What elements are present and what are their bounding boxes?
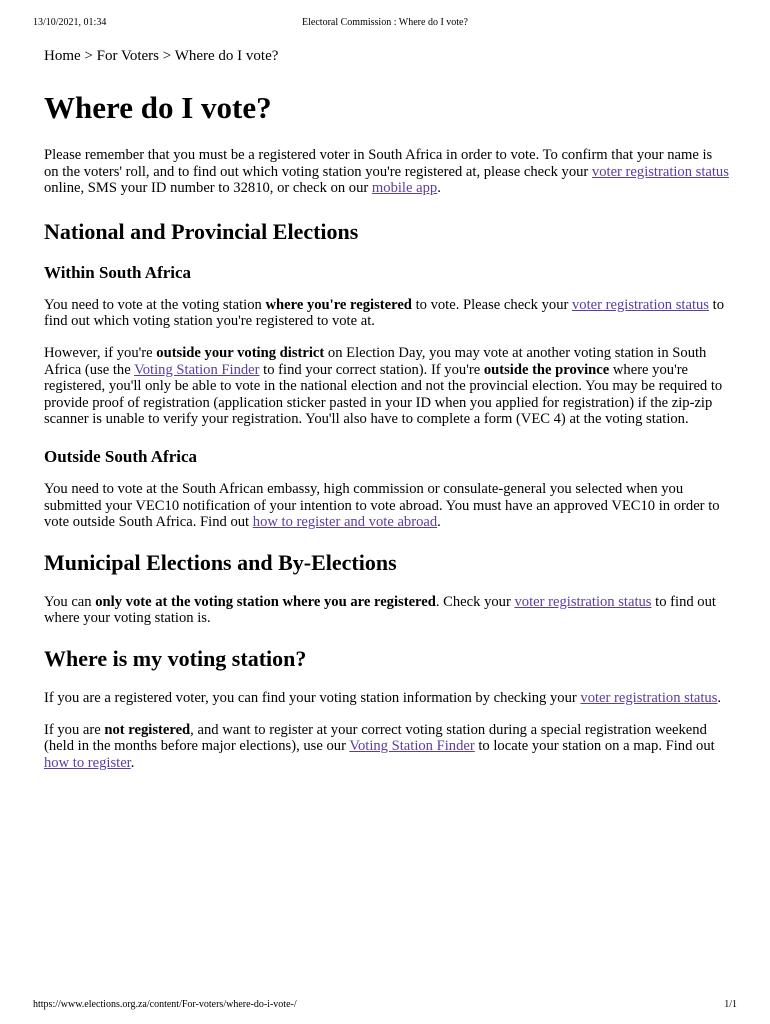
intro-text: . bbox=[437, 180, 441, 197]
voter-registration-status-link[interactable]: voter registration status bbox=[580, 689, 718, 706]
print-page-title: Electoral Commission : Where do I vote? bbox=[302, 17, 468, 28]
bold-text: only vote at the voting station where you are registered bbox=[95, 593, 436, 610]
outside-paragraph bbox=[44, 481, 730, 531]
body-text: You can bbox=[44, 593, 96, 610]
national-elections-heading: National and Provincial Elections bbox=[44, 218, 359, 244]
register-vote-abroad-link[interactable]: how to register and vote abroad bbox=[252, 514, 438, 531]
outside-south-africa-heading: Outside South Africa bbox=[44, 446, 198, 466]
where-voting-station-heading: Where is my voting station? bbox=[44, 645, 307, 671]
breadcrumb-separator: > bbox=[159, 48, 175, 64]
body-text: to locate your station on a map. Find out bbox=[474, 738, 715, 755]
body-text: You need to vote at the voting station bbox=[44, 296, 266, 313]
print-date: 13/10/2021, 01:34 bbox=[33, 17, 107, 28]
intro-text: online, SMS your ID number to 32810, or check on our bbox=[44, 180, 372, 197]
municipal-paragraph bbox=[44, 594, 730, 627]
breadcrumb-home[interactable]: Home bbox=[44, 48, 81, 64]
print-page-count: 1/1 bbox=[724, 999, 737, 1010]
body-text: , and want to register at your correct voting station during a special registration weekend (held in the months before major elections), use our bbox=[44, 721, 707, 755]
within-paragraph-1 bbox=[44, 297, 730, 330]
breadcrumb-for-voters[interactable]: For Voters bbox=[96, 48, 160, 64]
within-paragraph-2 bbox=[44, 345, 730, 428]
bold-text: where you're registered bbox=[265, 296, 412, 313]
where-station-paragraph-2 bbox=[44, 722, 730, 772]
breadcrumb-separator: > bbox=[80, 48, 97, 64]
body-text: . Check your bbox=[435, 593, 515, 610]
bold-text: not registered bbox=[104, 721, 191, 738]
body-text: However, if you're bbox=[44, 344, 157, 361]
intro-text: Please remember that you must be a registered voter in South Africa in order to vote. To confirm that your name is on the voters' roll, and to find out which voting station you're registered at, please check your bbox=[44, 147, 713, 180]
body-text: to find out where your voting station is. bbox=[44, 593, 716, 627]
municipal-elections-heading: Municipal Elections and By-Elections bbox=[44, 549, 397, 575]
how-to-register-link[interactable]: how to register bbox=[44, 754, 131, 771]
body-text: where you're registered, you'll only be able to vote in the national election and not the provincial election. You may be required to provide proof of registration (application sticker pasted in your ID when you applied for registration) if the zip-zip scanner is unable to verify your registration. You'll also have to complete a form (VEC 4) at the voting station. bbox=[44, 361, 723, 428]
print-url: https://www.elections.org.za/content/For-voters/where-do-i-vote-/ bbox=[33, 999, 297, 1010]
main-content bbox=[44, 46, 730, 771]
print-footer bbox=[33, 998, 737, 1012]
mobile-app-link[interactable]: mobile app bbox=[371, 180, 438, 197]
body-text: to find your correct station). If you're bbox=[259, 361, 484, 378]
voting-station-finder-link[interactable]: Voting Station Finder bbox=[349, 738, 475, 755]
page-title: Where do I vote? bbox=[44, 90, 272, 125]
body-text: If you are a registered voter, you can find your voting station information by checking your bbox=[44, 689, 581, 706]
within-south-africa-heading: Within South Africa bbox=[44, 262, 192, 282]
voter-registration-status-link[interactable]: voter registration status bbox=[514, 593, 652, 610]
body-text: . bbox=[437, 514, 441, 531]
voter-registration-status-link[interactable]: voter registration status bbox=[572, 296, 709, 313]
body-text: on Election Day, you may vote at another voting station in South Africa (use the bbox=[44, 344, 707, 378]
body-text: You need to vote at the South African embassy, high commission or consulate-general you selected when you submitted your VEC10 notification of your intention to vote abroad. You must have an approved VEC10 in order to vote outside South Africa. Find out bbox=[44, 480, 720, 531]
body-text: to find out which voting station you're registered to vote at. bbox=[44, 296, 724, 330]
voter-registration-status-link[interactable]: voter registration status bbox=[591, 163, 729, 180]
intro-paragraph bbox=[44, 147, 730, 197]
bold-text: outside the province bbox=[483, 361, 610, 378]
breadcrumb-current: Where do I vote? bbox=[174, 48, 279, 64]
body-text: . bbox=[130, 754, 135, 771]
print-header bbox=[33, 16, 737, 30]
where-station-paragraph-1 bbox=[44, 690, 730, 707]
body-text: to vote. Please check your bbox=[411, 296, 572, 313]
body-text: If you are bbox=[44, 721, 105, 738]
bold-text: outside your voting district bbox=[156, 344, 325, 361]
body-text: . bbox=[717, 689, 722, 706]
breadcrumb bbox=[44, 46, 730, 66]
voting-station-finder-link[interactable]: Voting Station Finder bbox=[134, 361, 260, 378]
